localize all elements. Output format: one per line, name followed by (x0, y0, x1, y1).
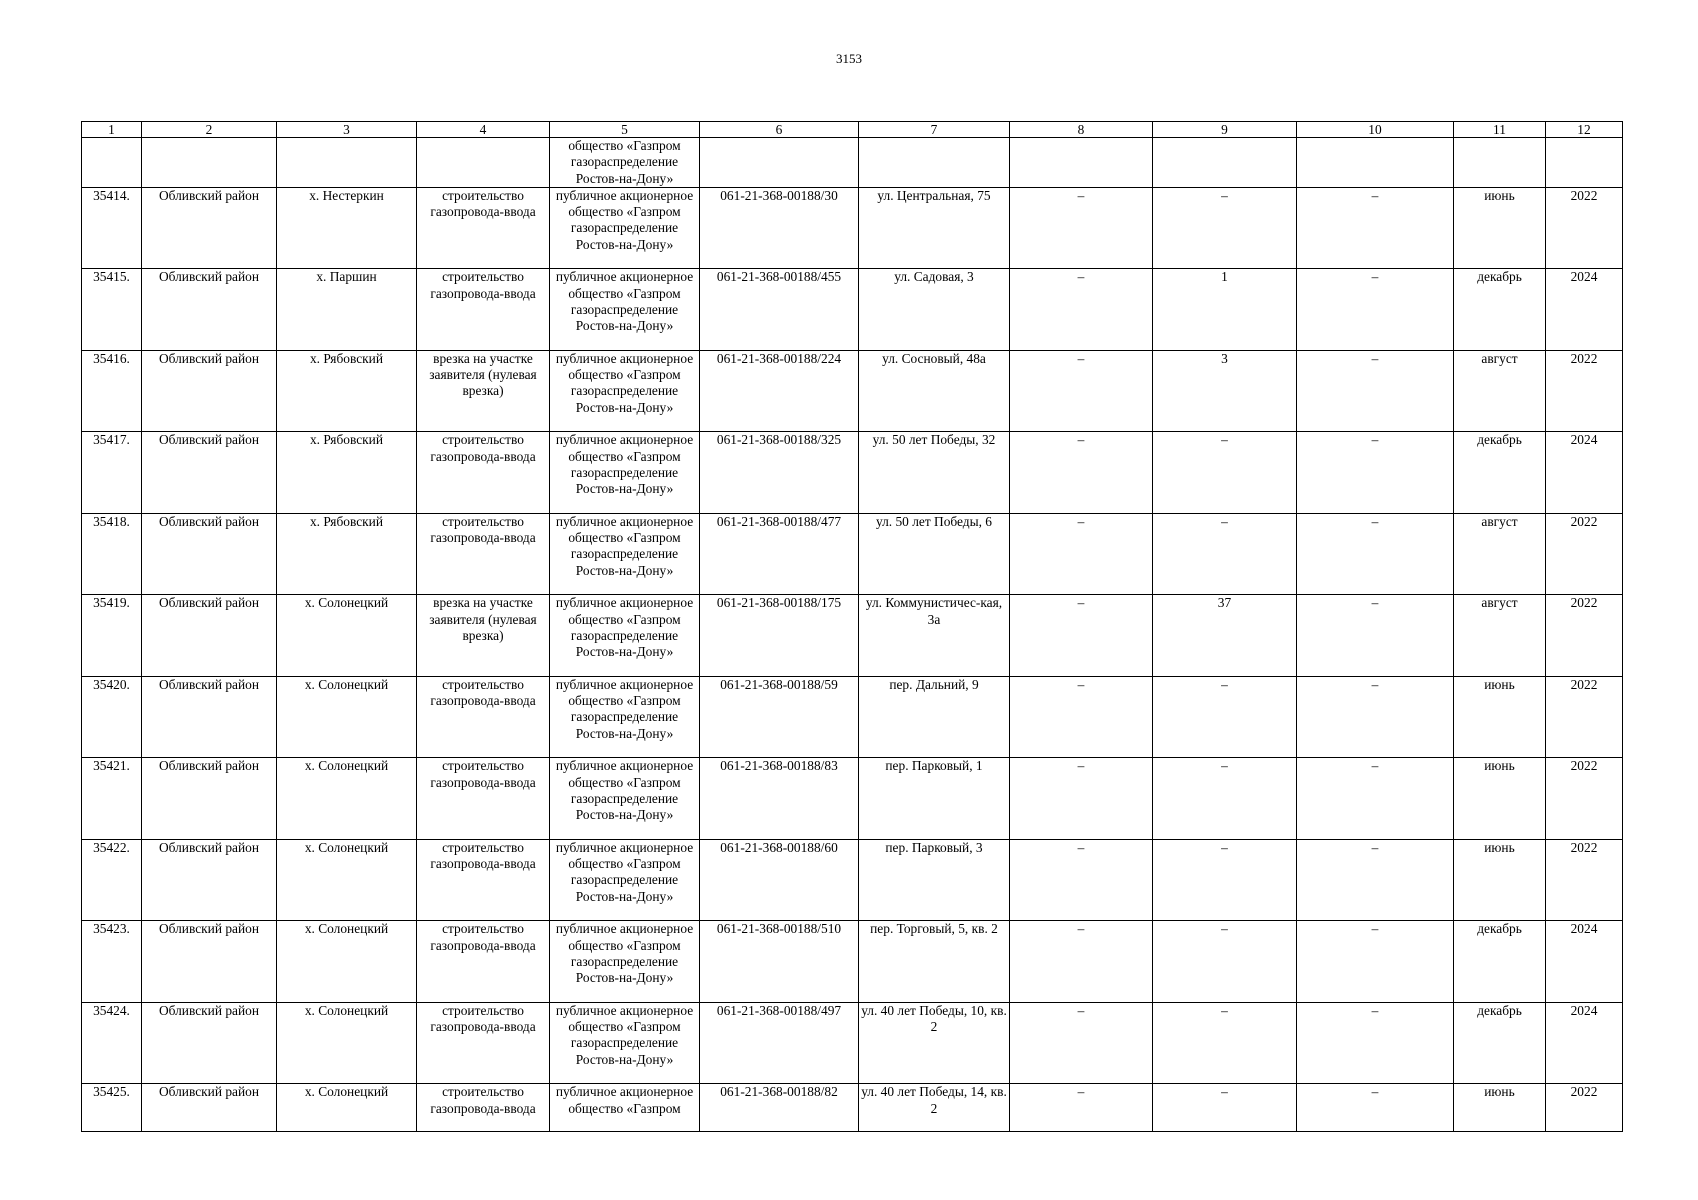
table-cell: 35421. (82, 758, 142, 840)
table-cell: июнь (1454, 839, 1546, 921)
table-cell: публичное акционерное общество «Газпром (550, 1084, 700, 1132)
table-cell: пер. Дальний, 9 (859, 676, 1010, 758)
column-header: 3 (277, 122, 417, 138)
table-cell: ул. Коммунистичес-кая, 3а (859, 595, 1010, 677)
table-cell: Обливский район (142, 350, 277, 432)
table-cell: 2022 (1546, 1084, 1623, 1132)
table-cell: 35416. (82, 350, 142, 432)
table-cell: 061-21-368-00188/83 (700, 758, 859, 840)
table-cell: – (1153, 1002, 1297, 1084)
table-cell: публичное акционерное общество «Газпром газораспределение Ростов-на-Дону» (550, 1002, 700, 1084)
table-cell (700, 138, 859, 188)
table-row (82, 513, 1623, 595)
table-cell: строительство газопровода-ввода (417, 513, 550, 595)
table-cell: ул. Сосновый, 48а (859, 350, 1010, 432)
table-cell: – (1010, 187, 1153, 269)
table-cell: ул. Садовая, 3 (859, 269, 1010, 351)
table-cell: х. Солонецкий (277, 1084, 417, 1132)
column-number-row (82, 122, 1623, 138)
table-cell: – (1297, 350, 1454, 432)
table-cell: – (1010, 432, 1153, 514)
table-cell: публичное акционерное общество «Газпром газораспределение Ростов-на-Дону» (550, 432, 700, 514)
table-cell: – (1010, 350, 1153, 432)
table-cell: – (1153, 432, 1297, 514)
table-cell: – (1010, 676, 1153, 758)
table-cell: х. Солонецкий (277, 758, 417, 840)
table-cell: август (1454, 595, 1546, 677)
table-cell: август (1454, 350, 1546, 432)
table-cell: – (1297, 187, 1454, 269)
table-cell: х. Рябовский (277, 350, 417, 432)
table-cell (417, 138, 550, 188)
column-header: 5 (550, 122, 700, 138)
table-cell: публичное акционерное общество «Газпром газораспределение Ростов-на-Дону» (550, 350, 700, 432)
table-cell (142, 138, 277, 188)
table-cell: публичное акционерное общество «Газпром газораспределение Ростов-на-Дону» (550, 676, 700, 758)
table-cell: июнь (1454, 676, 1546, 758)
table-cell (1546, 138, 1623, 188)
table-cell: 35425. (82, 1084, 142, 1132)
table-cell: публичное акционерное общество «Газпром газораспределение Ростов-на-Дону» (550, 187, 700, 269)
table-row (82, 350, 1623, 432)
table-cell: пер. Торговый, 5, кв. 2 (859, 921, 1010, 1003)
table-cell: декабрь (1454, 269, 1546, 351)
table-cell: – (1010, 269, 1153, 351)
table-cell: ул. Центральная, 75 (859, 187, 1010, 269)
table-cell (859, 138, 1010, 188)
table-cell: 2022 (1546, 758, 1623, 840)
table-cell: 061-21-368-00188/510 (700, 921, 859, 1003)
table-cell: декабрь (1454, 432, 1546, 514)
table-cell: 35414. (82, 187, 142, 269)
table-cell: – (1153, 1084, 1297, 1132)
table-cell: 061-21-368-00188/82 (700, 1084, 859, 1132)
table-cell: х. Рябовский (277, 513, 417, 595)
table-cell (1010, 138, 1153, 188)
table-cell: июнь (1454, 1084, 1546, 1132)
table-cell: строительство газопровода-ввода (417, 269, 550, 351)
table-cell: общество «Газпром газораспределение Ростов-на-Дону» (550, 138, 700, 188)
table-cell: – (1010, 1084, 1153, 1132)
table-cell: июнь (1454, 758, 1546, 840)
table-cell: 2024 (1546, 921, 1623, 1003)
table-cell: август (1454, 513, 1546, 595)
column-header: 9 (1153, 122, 1297, 138)
table-cell: – (1297, 758, 1454, 840)
table-cell: 35415. (82, 269, 142, 351)
table-cell: Обливский район (142, 432, 277, 514)
page-number: 3153 (836, 51, 862, 66)
table-cell: х. Нестеркин (277, 187, 417, 269)
table-cell: 061-21-368-00188/60 (700, 839, 859, 921)
table-cell: врезка на участке заявителя (нулевая врезка) (417, 350, 550, 432)
table-cell: 2022 (1546, 350, 1623, 432)
table-cell: Обливский район (142, 1002, 277, 1084)
table-cell (1454, 138, 1546, 188)
table-row (82, 1002, 1623, 1084)
table-cell: публичное акционерное общество «Газпром газораспределение Ростов-на-Дону» (550, 921, 700, 1003)
table-cell: х. Солонецкий (277, 1002, 417, 1084)
table-cell: декабрь (1454, 921, 1546, 1003)
table-cell: 35422. (82, 839, 142, 921)
table-cell (1153, 138, 1297, 188)
column-header: 6 (700, 122, 859, 138)
column-header: 4 (417, 122, 550, 138)
column-header: 12 (1546, 122, 1623, 138)
table-cell: – (1297, 839, 1454, 921)
table-cell: пер. Парковый, 3 (859, 839, 1010, 921)
table-cell: строительство газопровода-ввода (417, 432, 550, 514)
table-cell: декабрь (1454, 1002, 1546, 1084)
table-cell: ул. 40 лет Победы, 14, кв. 2 (859, 1084, 1010, 1132)
table-cell: публичное акционерное общество «Газпром газораспределение Ростов-на-Дону» (550, 269, 700, 351)
table-cell: 37 (1153, 595, 1297, 677)
table-cell: 1 (1153, 269, 1297, 351)
table-cell: 35419. (82, 595, 142, 677)
table-cell: – (1010, 1002, 1153, 1084)
table-cell: 061-21-368-00188/325 (700, 432, 859, 514)
table-cell: х. Солонецкий (277, 595, 417, 677)
table-row (82, 187, 1623, 269)
table-cell: 2022 (1546, 187, 1623, 269)
table-cell: Обливский район (142, 1084, 277, 1132)
table-cell: Обливский район (142, 595, 277, 677)
table-cell: – (1153, 676, 1297, 758)
table-cell: – (1153, 513, 1297, 595)
table-cell: 2022 (1546, 513, 1623, 595)
table-cell (1297, 138, 1454, 188)
table-row (82, 595, 1623, 677)
table-cell (82, 138, 142, 188)
table-row (82, 839, 1623, 921)
table-cell: 061-21-368-00188/175 (700, 595, 859, 677)
column-header: 2 (142, 122, 277, 138)
column-header: 7 (859, 122, 1010, 138)
table-cell: 35420. (82, 676, 142, 758)
table-cell: 061-21-368-00188/30 (700, 187, 859, 269)
table-cell: – (1010, 758, 1153, 840)
table-cell: – (1010, 513, 1153, 595)
table-cell: строительство газопровода-ввода (417, 1002, 550, 1084)
table-cell: х. Солонецкий (277, 921, 417, 1003)
column-header: 8 (1010, 122, 1153, 138)
table-cell: – (1297, 269, 1454, 351)
table-cell: 2024 (1546, 1002, 1623, 1084)
table-cell: – (1010, 921, 1153, 1003)
table-cell: Обливский район (142, 839, 277, 921)
table-cell: строительство газопровода-ввода (417, 187, 550, 269)
table-cell: 061-21-368-00188/477 (700, 513, 859, 595)
table-cell: 061-21-368-00188/224 (700, 350, 859, 432)
table-cell: пер. Парковый, 1 (859, 758, 1010, 840)
table-cell: строительство газопровода-ввода (417, 921, 550, 1003)
table-cell: – (1010, 595, 1153, 677)
column-header: 10 (1297, 122, 1454, 138)
table-cell: июнь (1454, 187, 1546, 269)
table-cell: 2024 (1546, 432, 1623, 514)
table-cell: – (1297, 1084, 1454, 1132)
table-cell: 35418. (82, 513, 142, 595)
table-cell: 2022 (1546, 595, 1623, 677)
table-cell: – (1297, 1002, 1454, 1084)
table-cell: 2022 (1546, 839, 1623, 921)
table-cell: строительство газопровода-ввода (417, 676, 550, 758)
table-cell: – (1153, 187, 1297, 269)
table-cell: публичное акционерное общество «Газпром газораспределение Ростов-на-Дону» (550, 513, 700, 595)
table-header (82, 122, 1623, 138)
table-cell: 35424. (82, 1002, 142, 1084)
table-cell: 2024 (1546, 269, 1623, 351)
table-cell: строительство газопровода-ввода (417, 839, 550, 921)
table-cell: строительство газопровода-ввода (417, 758, 550, 840)
table-cell: – (1010, 839, 1153, 921)
table-cell: врезка на участке заявителя (нулевая врезка) (417, 595, 550, 677)
table-cell: – (1153, 839, 1297, 921)
table-cell: ул. 40 лет Победы, 10, кв. 2 (859, 1002, 1010, 1084)
continuation-row (82, 138, 1623, 188)
table-cell: 061-21-368-00188/455 (700, 269, 859, 351)
table-cell: 35423. (82, 921, 142, 1003)
table-cell: 3 (1153, 350, 1297, 432)
table-cell: Обливский район (142, 676, 277, 758)
table-cell: Обливский район (142, 269, 277, 351)
table-cell: 2022 (1546, 676, 1623, 758)
registry-table (81, 121, 1623, 1132)
table-row (82, 676, 1623, 758)
table-cell (277, 138, 417, 188)
table-cell: – (1297, 513, 1454, 595)
table-cell: 35417. (82, 432, 142, 514)
column-header: 11 (1454, 122, 1546, 138)
table-row (82, 432, 1623, 514)
table-cell: 061-21-368-00188/497 (700, 1002, 859, 1084)
table-row (82, 1084, 1623, 1132)
table-cell: – (1297, 432, 1454, 514)
table-row (82, 921, 1623, 1003)
table-cell: х. Солонецкий (277, 839, 417, 921)
table-cell: – (1297, 921, 1454, 1003)
table-cell: ул. 50 лет Победы, 32 (859, 432, 1010, 514)
table-cell: Обливский район (142, 921, 277, 1003)
table-cell: х. Солонецкий (277, 676, 417, 758)
table-cell: строительство газопровода-ввода (417, 1084, 550, 1132)
table-row (82, 758, 1623, 840)
table-cell: – (1153, 758, 1297, 840)
column-header: 1 (82, 122, 142, 138)
table-cell: х. Паршин (277, 269, 417, 351)
table-cell: публичное акционерное общество «Газпром газораспределение Ростов-на-Дону» (550, 595, 700, 677)
table-cell: Обливский район (142, 758, 277, 840)
table-cell: – (1297, 595, 1454, 677)
table-body (82, 138, 1623, 1132)
table-cell: Обливский район (142, 187, 277, 269)
table-cell: 061-21-368-00188/59 (700, 676, 859, 758)
table-cell: х. Рябовский (277, 432, 417, 514)
table-row (82, 269, 1623, 351)
table-cell: ул. 50 лет Победы, 6 (859, 513, 1010, 595)
table-cell: публичное акционерное общество «Газпром газораспределение Ростов-на-Дону» (550, 758, 700, 840)
table-cell: – (1153, 921, 1297, 1003)
table-cell: – (1297, 676, 1454, 758)
table-cell: Обливский район (142, 513, 277, 595)
table-cell: публичное акционерное общество «Газпром газораспределение Ростов-на-Дону» (550, 839, 700, 921)
